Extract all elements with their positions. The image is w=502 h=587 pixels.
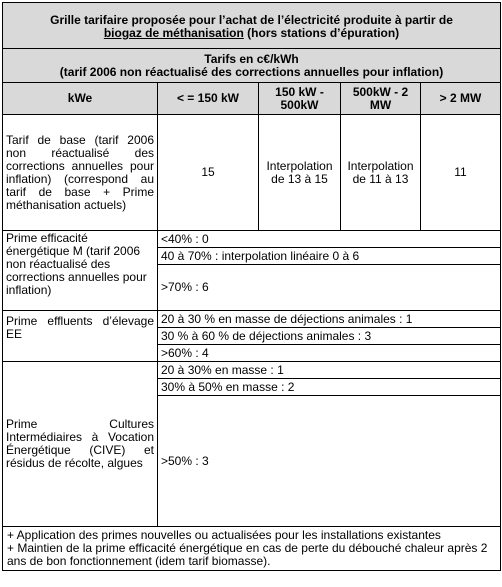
energy-bonus-label: Prime efficacité énergétique M (tarif 2006 non réactualisé des corrections annuelles pour inflation) [3,231,158,311]
base-tariff-value-150: 15 [158,115,259,231]
livestock-bonus-row-1 [3,311,501,328]
column-header-2mw: > 2 MW [421,83,501,115]
tarifs-header-row [3,49,501,83]
column-header-row [3,83,501,115]
cive-bonus-value: 20 à 30% en masse : 1 [158,362,501,379]
cive-bonus-value: >50% : 3 [158,396,501,527]
table-title [3,3,501,49]
energy-bonus-value: 40 à 70% : interpolation linéaire 0 à 6 [158,248,501,265]
livestock-bonus-value: 30 % à 60 % de déjections animales : 3 [158,328,501,345]
tariff-table [2,2,501,571]
base-tariff-label: Tarif de base (tarif 2006 non réactualisé des corrections annuelles pour inflation) (correspond au tarif de base + Prime méthanisation actuels) [3,115,158,231]
base-tariff-value-150-500: Interpolation de 13 à 15 [259,115,341,231]
cive-bonus-value: 30% à 50% en masse : 2 [158,379,501,396]
base-tariff-row [3,115,501,231]
title-row [3,3,501,49]
tarifs-header-line2: (tarif 2006 non réactualisé des corrections annuelles pour inflation) [59,65,444,79]
energy-bonus-row-1 [3,231,501,248]
energy-bonus-value: >70% : 6 [158,265,501,311]
livestock-bonus-label: Prime effluents d’élevage EE [3,311,158,362]
energy-bonus-value: <40% : 0 [158,231,501,248]
title-line1: Grille tarifaire proposée pour l’achat de l’électricité produite à partir de [50,13,453,27]
title-underlined: biogaz de méthanisation [103,26,244,40]
livestock-bonus-value: 20 à 30 % en masse de déjections animales : 1 [158,311,501,328]
notes-cell [3,527,501,571]
cive-bonus-label: Prime Cultures Intermédiaires à Vocation Énergétique (CIVE) et résidus de récolte, algues [3,362,158,527]
note-item: + Application des primes nouvelles ou actualisées pour les installations existantes [7,528,441,542]
column-header-kwe: kWe [3,83,158,115]
tarifs-header-line1: Tarifs en c€/kWh [204,52,299,66]
column-header-150-500: 150 kW - 500kW [259,83,341,115]
cive-bonus-row-1 [3,362,501,379]
title-line2-rest: (hors stations d’épuration) [243,26,400,40]
livestock-bonus-value: >60% : 4 [158,345,501,362]
column-header-500-2mw: 500kW - 2 MW [341,83,421,115]
notes-row [3,527,501,571]
column-header-150: < = 150 kW [158,83,259,115]
tarifs-header [3,49,501,83]
base-tariff-value-500-2mw: Interpolation de 11 à 13 [341,115,421,231]
note-item: + Maintien de la prime efficacité énergétique en cas de perte du débouché chaleur après 2 ans de bon fonctionnement (idem tarif biomasse). [7,541,488,568]
base-tariff-value-2mw: 11 [421,115,501,231]
